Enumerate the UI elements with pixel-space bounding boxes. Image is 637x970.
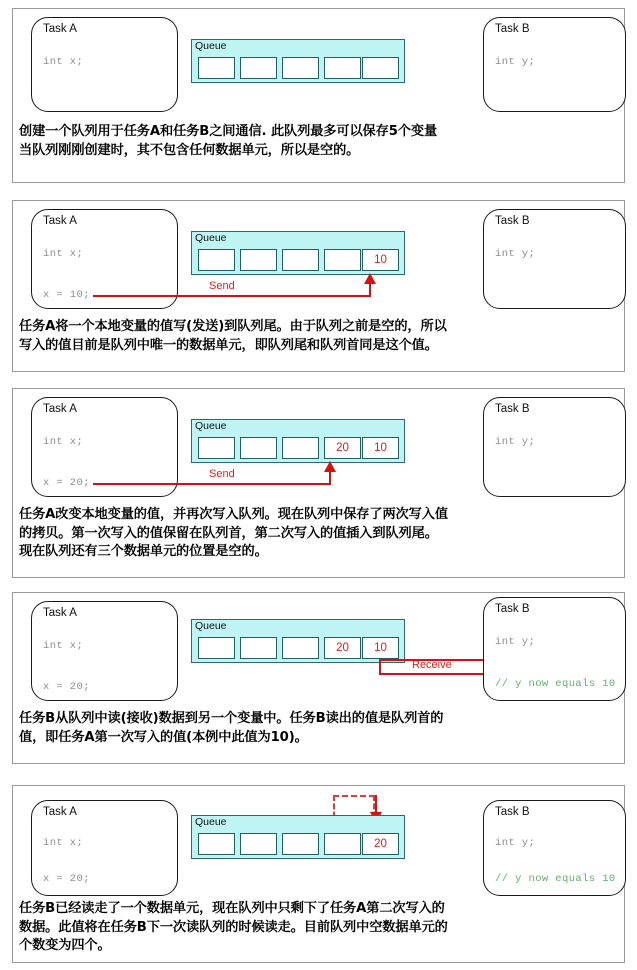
panel-3	[12, 388, 625, 578]
task-b-box	[483, 597, 626, 701]
panel-4-caption	[13, 708, 624, 751]
queue-cell-2	[282, 637, 319, 659]
queue-cell-3	[324, 833, 361, 855]
task-b-box	[483, 800, 626, 896]
caption-line: 任务A改变本地变量的值，并再次写入队列。现在队列中保存了两次写入值	[19, 507, 448, 522]
queue-cell-0	[198, 437, 235, 459]
caption-line: 的拷贝。第一次写入的值保留在队列首，第二次写入的值插入到队列尾。	[19, 525, 438, 541]
task-a-title: Task A	[43, 215, 77, 227]
queue-cell-3	[324, 57, 361, 79]
panel-1-stage	[13, 9, 624, 121]
queue-cell-4: 10	[362, 249, 399, 271]
queue-cell-0	[198, 637, 235, 659]
task-a-box	[31, 397, 178, 497]
caption-line: 数据。此值将在任务B下一次读队列的时候读走。目前队列中空数据单元的	[19, 919, 448, 935]
queue-cell-4	[362, 57, 399, 79]
queue-cell-2	[282, 57, 319, 79]
task-a-code-line-1: x = 20;	[43, 681, 90, 693]
queue-box	[191, 619, 405, 663]
panel-1	[12, 8, 625, 183]
task-b-code-line-0: int y;	[495, 837, 536, 849]
queue-cell-0	[198, 833, 235, 855]
task-b-title: Task B	[495, 403, 530, 415]
queue-label: Queue	[195, 420, 227, 432]
panel-4-stage	[13, 593, 624, 708]
receive-label: Receive	[412, 659, 452, 671]
task-b-code-line-0: int y;	[495, 636, 536, 648]
panel-2-caption	[13, 316, 624, 359]
panel-3-caption	[13, 504, 624, 566]
caption-line: 当队列刚刚创建时，其不包含任何数据单元，所以是空的。	[19, 142, 360, 158]
caption-line: 任务B已经读走了一个数据单元，现在队列中只剩下了任务A第二次写入的	[19, 901, 445, 916]
task-a-code-line-1: x = 20;	[43, 873, 90, 885]
task-a-code-line-0: int x;	[43, 56, 84, 68]
task-b-code-line-0: int y;	[495, 436, 536, 448]
caption-line: 任务A将一个本地变量的值写(发送)到队列尾。由于队列之前是空的，所以	[19, 319, 447, 334]
task-b-code-line-1: // y now equals 10	[495, 678, 616, 690]
send-line-vertical	[369, 283, 371, 297]
caption-line: 任务B从队列中读(接收)数据到另一个变量中。任务B读出的值是队列首的	[19, 711, 444, 726]
task-b-code-line-0: int y;	[495, 56, 536, 68]
queue-cell-1	[240, 637, 277, 659]
send-label: Send	[209, 280, 235, 292]
panel-2	[12, 200, 625, 372]
send-line-vertical	[329, 471, 331, 485]
caption-line: 值，即任务A第一次写入的值(本例中此值为10)。	[19, 729, 308, 745]
task-b-title: Task B	[495, 215, 530, 227]
queue-cell-4: 10	[362, 637, 399, 659]
task-a-box	[31, 17, 178, 112]
queue-box	[191, 39, 405, 83]
queue-cell-2	[282, 437, 319, 459]
queue-cell-1	[240, 249, 277, 271]
queue-cell-4: 10	[362, 437, 399, 459]
caption-line: 写入的值目前是队列中唯一的数据单元，即队列尾和队列首同是这个值。	[19, 337, 438, 353]
task-a-title: Task A	[43, 23, 77, 35]
task-b-title: Task B	[495, 603, 530, 615]
task-b-box	[483, 397, 626, 497]
caption-line: 创建一个队列用于任务A和任务B之间通信. 此队列最多可以保存5个变量	[19, 124, 438, 139]
send-arrowhead-icon	[324, 461, 336, 472]
queue-cell-2	[282, 833, 319, 855]
queue-cell-4: 20	[362, 833, 399, 855]
queue-cell-1	[240, 57, 277, 79]
queue-cell-2	[282, 249, 319, 271]
queue-label: Queue	[195, 620, 227, 632]
queue-box	[191, 419, 405, 463]
task-a-code-line-1: x = 10;	[43, 289, 90, 301]
caption-line: 现在队列还有三个数据单元的位置是空的。	[19, 544, 268, 559]
queue-cell-1	[240, 437, 277, 459]
task-a-box	[31, 800, 178, 896]
queue-cell-1	[240, 833, 277, 855]
send-arrowhead-icon	[364, 273, 376, 284]
panel-5	[12, 785, 625, 963]
send-line-horizontal	[93, 295, 371, 297]
task-b-title: Task B	[495, 23, 530, 35]
queue-cell-3: 20	[324, 637, 361, 659]
queue-label: Queue	[195, 816, 227, 828]
panel-1-caption	[13, 121, 624, 164]
task-b-box	[483, 17, 626, 112]
task-a-code-line-0: int x;	[43, 837, 84, 849]
queue-box	[191, 815, 405, 859]
send-line-horizontal	[93, 483, 331, 485]
task-a-code-line-0: int x;	[43, 248, 84, 260]
task-a-box	[31, 601, 178, 701]
task-a-code-line-0: int x;	[43, 436, 84, 448]
queue-cell-3	[324, 249, 361, 271]
task-a-title: Task A	[43, 403, 77, 415]
queue-cell-0	[198, 249, 235, 271]
queue-cell-0	[198, 57, 235, 79]
task-b-code-line-0: int y;	[495, 248, 536, 260]
task-a-title: Task A	[43, 806, 77, 818]
queue-label: Queue	[195, 40, 227, 52]
queue-cell-3: 20	[324, 437, 361, 459]
panel-5-caption	[13, 898, 624, 960]
panel-3-stage	[13, 389, 624, 504]
queue-box	[191, 231, 405, 275]
send-label: Send	[209, 468, 235, 480]
panel-4	[12, 592, 625, 764]
queue-label: Queue	[195, 232, 227, 244]
task-b-code-line-1: // y now equals 10	[495, 873, 616, 885]
task-a-code-line-1: x = 20;	[43, 477, 90, 489]
panel-5-stage	[13, 786, 624, 898]
panel-2-stage	[13, 201, 624, 316]
task-a-code-line-0: int x;	[43, 640, 84, 652]
task-b-box	[483, 209, 626, 309]
task-b-title: Task B	[495, 806, 530, 818]
task-a-box	[31, 209, 178, 309]
task-a-title: Task A	[43, 607, 77, 619]
caption-line: 个数变为四个。	[19, 938, 111, 953]
